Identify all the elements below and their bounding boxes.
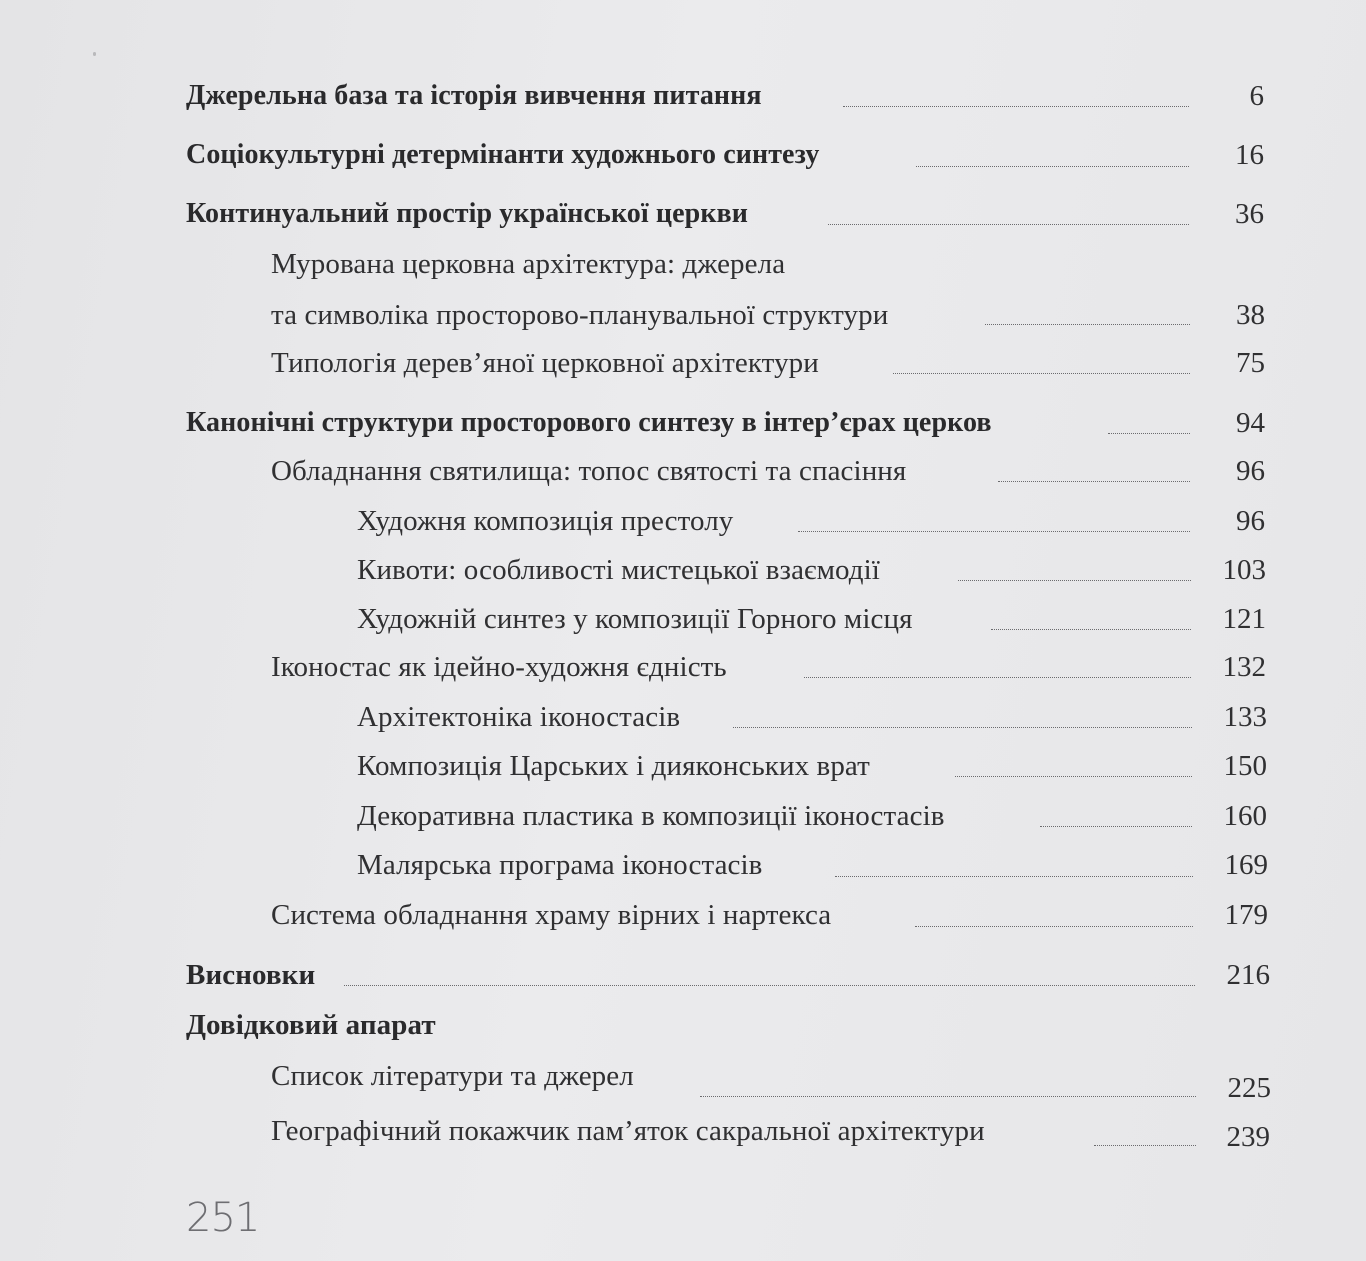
- toc-leader: [915, 926, 1193, 927]
- page-folio-number: 251: [186, 1195, 260, 1241]
- toc-page-number: 239: [1226, 1121, 1270, 1153]
- toc-entry-title: Континуальний простір української церкви: [186, 198, 749, 229]
- toc-entry-title: Художня композиція престолу: [357, 505, 734, 537]
- toc-page-number: 38: [1236, 299, 1265, 331]
- toc-leader: [733, 727, 1192, 728]
- toc-leader: [991, 629, 1191, 630]
- toc-entry-title: Кивоти: особливості мистецької взаємодії: [357, 554, 880, 586]
- toc-entry-title: Система обладнання храму вірних і нартекса: [271, 899, 832, 931]
- toc-page-number: 96: [1236, 455, 1265, 487]
- toc-entry-title: Художній синтез у композиції Горного місця: [357, 603, 913, 635]
- toc-entry-title: Географічний покажчик пам’яток сакральної архітектури: [271, 1115, 985, 1147]
- toc-entry-title: Джерельна база та історія вивчення питання: [186, 80, 762, 111]
- toc-page-number: 133: [1223, 701, 1267, 733]
- toc-leader: [958, 580, 1191, 581]
- toc-leader: [344, 985, 1195, 986]
- toc-entry-title: та символіка просторово-планувальної структури: [271, 299, 889, 331]
- toc-leader: [843, 106, 1189, 107]
- toc-page-number: 103: [1222, 554, 1266, 586]
- toc-entry-title: Обладнання святилища: топос святості та спасіння: [271, 455, 907, 487]
- toc-entry-title: Декоративна пластика в композиції іконостасів: [357, 800, 945, 832]
- toc-leader: [916, 166, 1189, 167]
- toc-entry-title: Довідковий апарат: [186, 1009, 436, 1041]
- toc-entry-title: Архітектоніка іконостасів: [357, 701, 681, 733]
- toc-leader: [893, 373, 1190, 374]
- toc-entry-title: Малярська програма іконостасів: [357, 849, 763, 881]
- toc-leader: [985, 324, 1190, 325]
- toc-page-number: 36: [1235, 198, 1264, 230]
- toc-leader: [835, 876, 1193, 877]
- toc-entry-title: Соціокультурні детермінанти художнього синтезу: [186, 139, 820, 170]
- toc-page-number: 179: [1224, 899, 1268, 931]
- toc-page-number: 150: [1223, 750, 1267, 782]
- toc-leader: [798, 531, 1190, 532]
- toc-leader: [804, 677, 1191, 678]
- toc-entry-title: Іконостас як ідейно-художня єдність: [271, 651, 727, 683]
- toc-entry-title: Мурована церковна архітектура: джерела: [271, 248, 786, 280]
- toc-page-number: 121: [1222, 603, 1266, 635]
- toc-page-number: 160: [1223, 800, 1267, 832]
- toc-page-number: 216: [1226, 959, 1270, 991]
- toc-leader: [955, 776, 1192, 777]
- toc-entry-title: Список літератури та джерел: [271, 1060, 634, 1092]
- paper-speck: [93, 52, 96, 56]
- toc-leader: [828, 224, 1189, 225]
- toc-entry-title: Композиція Царських і дияконських врат: [357, 750, 870, 782]
- toc-entry-title: Канонічні структури просторового синтезу в інтер’єрах церков: [186, 407, 992, 438]
- toc-entry-title: Висновки: [186, 959, 316, 991]
- toc-page-number: 75: [1236, 347, 1265, 379]
- toc-page-number: 94: [1236, 407, 1265, 439]
- toc-entry-title: Типологія дерев’яної церковної архітектури: [271, 347, 819, 379]
- toc-page-number: 16: [1235, 139, 1264, 171]
- toc-page-number: 96: [1236, 505, 1265, 537]
- toc-page-number: 132: [1222, 651, 1266, 683]
- toc-leader: [1040, 826, 1192, 827]
- toc-page-number: 169: [1224, 849, 1268, 881]
- toc-leader: [998, 481, 1190, 482]
- toc-leader: [700, 1096, 1196, 1097]
- toc-page-number: 6: [1249, 80, 1264, 112]
- toc-page-number: 225: [1227, 1072, 1271, 1104]
